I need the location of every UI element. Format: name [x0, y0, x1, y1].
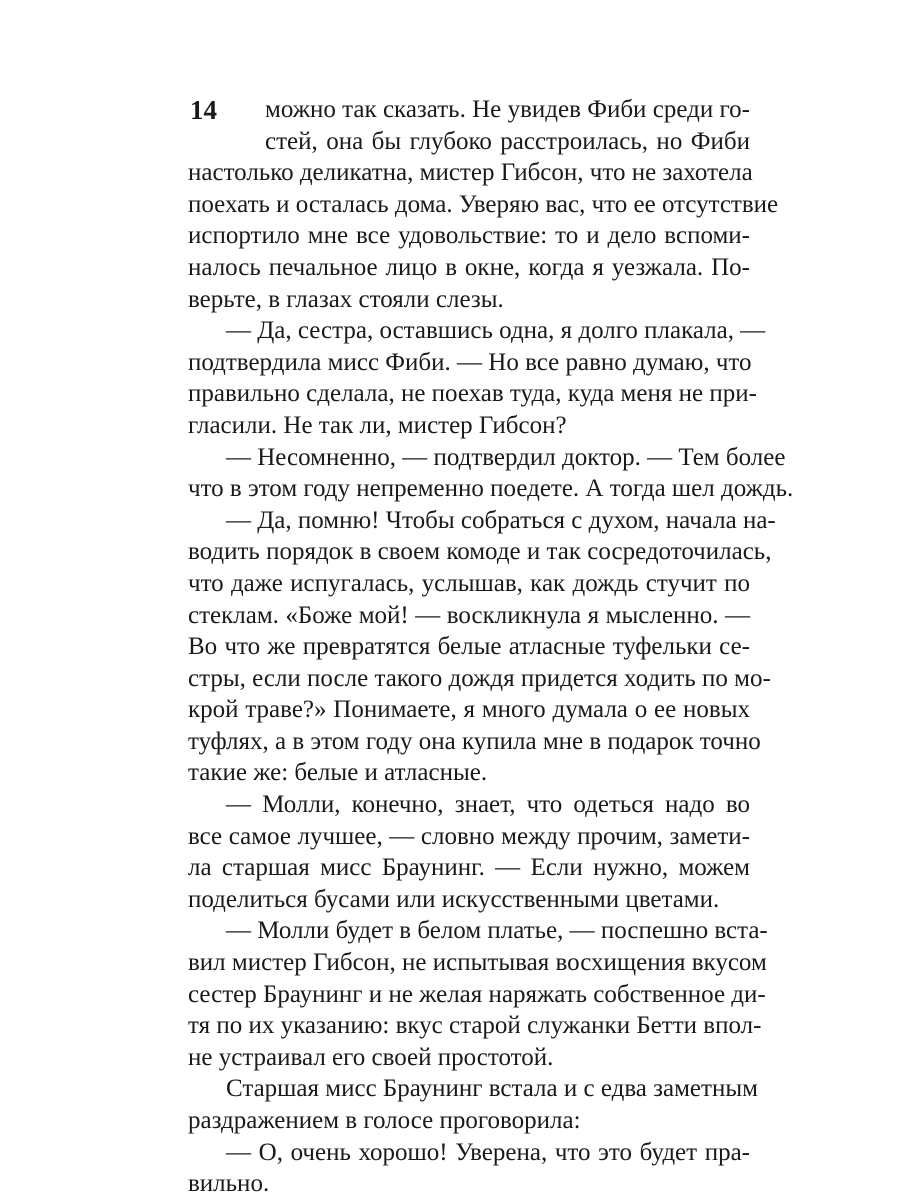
text-line: вил мистер Гибсон, не испытывая восхищения вкусом — [188, 949, 767, 977]
text-line: Старшая мисс Браунинг встала и с едва заметным — [226, 1075, 758, 1103]
text-line: такие же: белые и атласные. — [188, 759, 488, 787]
text-line: стры, если после такого дождя придется ходить по мо- — [188, 664, 771, 692]
text-line: что в этом году непременно поедете. А тогда шел дождь. — [188, 475, 794, 503]
text-line: верьте, в глазах стояли слезы. — [188, 285, 504, 313]
text-line: водить порядок в своем комоде и так сосредоточилась, — [188, 538, 772, 566]
text-line: сестер Браунинг и не желая наряжать собственное ди- — [188, 980, 766, 1008]
text-line: — Да, помню! Чтобы собраться с духом, начала на- — [226, 506, 776, 534]
text-line: поделиться бусами или искусственными цветами. — [188, 885, 720, 913]
text-line: — О, очень хорошо! Уверена, что это будет пра- — [226, 1138, 750, 1166]
text-line: вильно. — [188, 1170, 270, 1198]
text-line: все самое лучшее, — словно между прочим, замети- — [188, 822, 750, 850]
text-line: правильно сделала, не поехав туда, куда меня не при- — [188, 380, 757, 408]
text-line: что даже испугалась, услышав, как дождь стучит по — [188, 569, 750, 597]
text-line: — Несомненно, — подтвердил доктор. — Тем более — [226, 443, 786, 471]
text-line: поехать и осталась дома. Уверяю вас, что ее отсутствие — [188, 190, 779, 218]
text-line: можно так сказать. Не увидев Фиби среди го- — [265, 96, 750, 123]
text-line: — Молли, конечно, знает, что одеться надо во — [226, 791, 750, 819]
text-line: ла старшая мисс Браунинг. — Если нужно, можем — [188, 854, 750, 882]
text-line: тя по их указанию: вкус старой служанки Бетти впол- — [188, 1012, 762, 1040]
text-line: налось печальное лицо в окне, когда я уезжала. По- — [188, 253, 750, 281]
text-line: не устраивал его своей простотой. — [188, 1043, 554, 1071]
text-line: туфлях, а в этом году она купила мне в подарок точно — [188, 727, 761, 755]
page-number: 14 — [190, 95, 217, 125]
text-line: настолько деликатна, мистер Гибсон, что не захотела — [188, 159, 753, 187]
body-text — [188, 94, 794, 1200]
text-line: Во что же превратятся белые атласные туфельки се- — [188, 633, 750, 661]
text-line: стеклам. «Боже мой! — воскликнула я мысленно. — — [188, 601, 750, 629]
text-line: испортило мне все удовольствие: то и дело вспоми- — [188, 222, 750, 250]
text-line: подтвердила мисс Фиби. — Но все равно думаю, что — [188, 348, 752, 376]
text-line: — Да, сестра, оставшись одна, я долго плакала, — — [226, 317, 766, 345]
text-line: крой траве?» Понимаете, я много думала о ее новых — [188, 696, 750, 724]
text-line: стей, она бы глубоко расстроилась, но Фиби — [265, 127, 750, 155]
text-line: раздражением в голосе проговорила: — [188, 1107, 581, 1134]
text-line: гласили. Не так ли, мистер Гибсон? — [188, 411, 567, 439]
text-line: — Молли будет в белом платье, — поспешно вста- — [226, 917, 768, 945]
